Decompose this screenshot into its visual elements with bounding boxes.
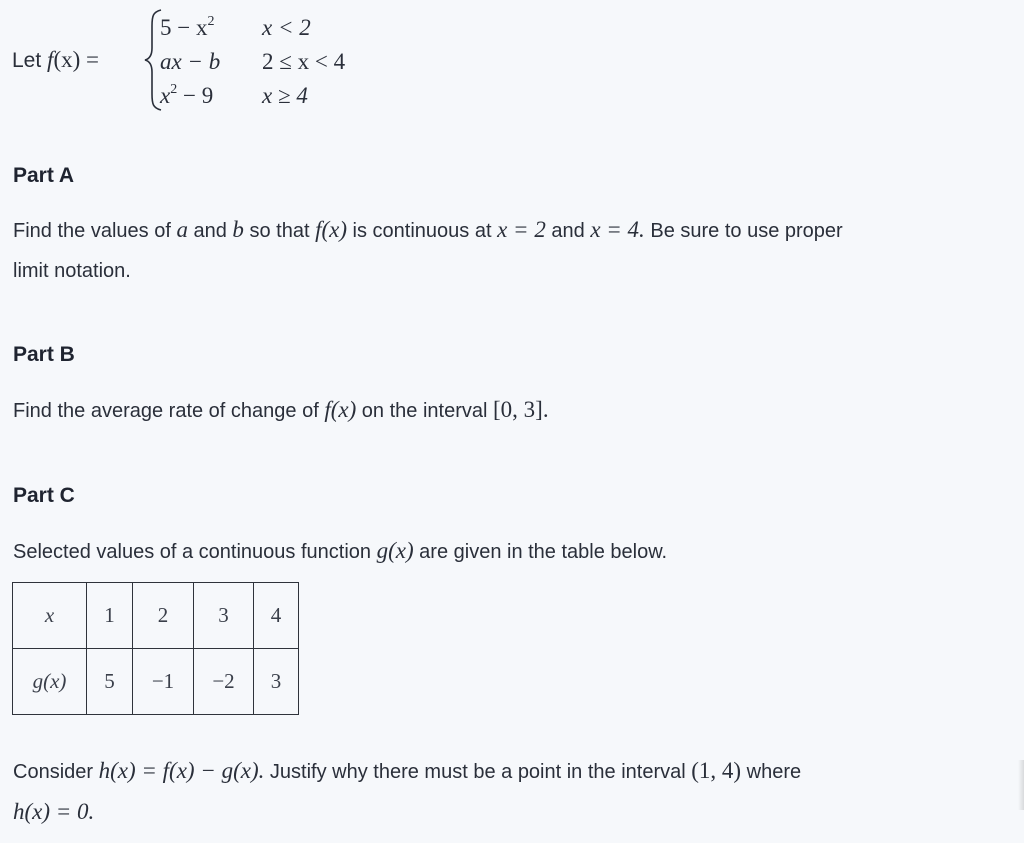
row-condition: 2 ≤ x < 4 <box>262 49 346 74</box>
table-row <box>13 649 299 715</box>
table-cell: −1 <box>133 649 194 715</box>
math-gx: g(x) <box>376 538 414 563</box>
table-cell: 1 <box>87 583 133 649</box>
function-lead <box>12 47 99 73</box>
text-run: limit notation. <box>13 260 131 282</box>
part-a-title: Part A <box>13 164 75 187</box>
table-cell: 2 <box>133 583 194 649</box>
var-b: b <box>232 217 244 242</box>
row-condition: x < 2 <box>262 15 311 40</box>
math-interval: (1, 4) <box>691 758 742 783</box>
piecewise-row <box>160 48 345 75</box>
text-run: Be sure to use proper <box>644 220 843 242</box>
math-eq: x = 2 <box>497 217 546 242</box>
row-expression: x <box>160 83 171 108</box>
table-cell: 5 <box>87 649 133 715</box>
text-run: Consider <box>13 761 99 783</box>
math-hdef: h(x) = f(x) − g(x). <box>98 758 265 783</box>
let-label: Let <box>12 49 42 72</box>
row-condition: x ≥ 4 <box>262 83 308 108</box>
text-run: Find the values of <box>13 220 177 242</box>
function-name: f <box>47 47 54 72</box>
math-fx: f(x) <box>324 397 357 422</box>
part-c-question <box>13 751 1013 833</box>
table-cell: 4 <box>254 583 299 649</box>
row-expression: ax − b <box>160 49 221 74</box>
text-run: and <box>545 220 591 242</box>
table-row <box>13 583 299 649</box>
text-run: is continuous at <box>347 220 498 242</box>
piecewise-definition <box>12 6 432 116</box>
part-b-title: Part B <box>13 343 75 366</box>
text-run: on the interval <box>356 400 493 422</box>
math-eq: x = 4. <box>590 217 645 242</box>
text-run: are given in the table below. <box>413 541 668 563</box>
row-expression: 5 − x <box>160 15 208 40</box>
text-run: where <box>741 761 802 783</box>
text-run: so that <box>243 220 316 242</box>
text-run: Justify why there must be a point in the interval <box>264 761 692 783</box>
table-header-g: g(x) <box>13 649 87 715</box>
part-c-title: Part C <box>13 484 75 507</box>
function-var: (x) = <box>53 47 99 72</box>
math-interval: [0, 3]. <box>493 397 549 422</box>
table-cell: −2 <box>194 649 254 715</box>
piecewise-row <box>160 82 308 109</box>
math-fx: f(x) <box>315 217 347 242</box>
math-heq: h(x) = 0. <box>13 799 95 824</box>
table-header-x: x <box>13 583 87 649</box>
part-b-text <box>13 390 1013 431</box>
part-a-text <box>13 210 1013 291</box>
part-c-text <box>13 531 1013 572</box>
var-a: a <box>176 217 188 242</box>
edge-shadow <box>1018 760 1024 810</box>
text-run: and <box>187 220 233 242</box>
table-cell: 3 <box>194 583 254 649</box>
table-cell: 3 <box>254 649 299 715</box>
row-exponent: 2 <box>170 82 178 97</box>
text-run: Find the average rate of change of <box>13 400 325 422</box>
row-exponent: 2 <box>207 14 215 29</box>
row-expression-tail: − 9 <box>177 83 214 108</box>
values-table <box>12 582 299 715</box>
text-run: Selected values of a continuous function <box>13 541 377 563</box>
piecewise-row <box>160 14 311 41</box>
